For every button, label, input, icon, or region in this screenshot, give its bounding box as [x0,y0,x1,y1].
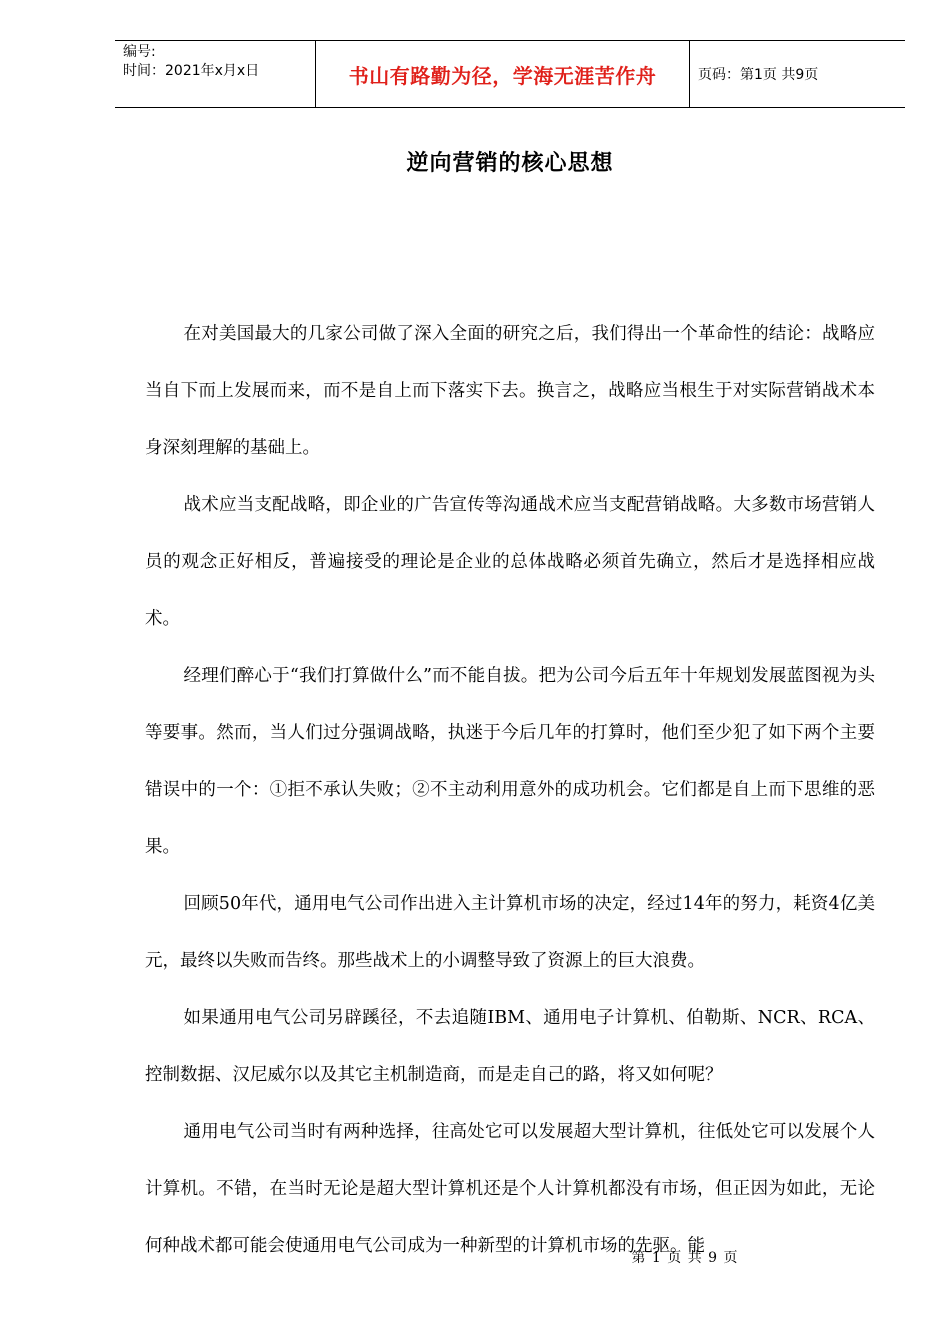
page-footer: 第 1 页 共 9 页 [631,1250,739,1266]
paragraph: 在对美国最大的几家公司做了深入全面的研究之后，我们得出一个革命性的结论：战略应当自下而上发展而来，而不是自上而下落实下去。换言之，战略应当根生于对实际营销战术本身深刻理解的基础上。 [145,324,875,458]
paragraph: 回顾50年代，通用电气公司作出进入主计算机市场的决定，经过14年的努力，耗资4亿美元，最终以失败而告终。那些战术上的小调整导致了资源上的巨大浪费。 [145,894,875,971]
document-number-label: 编号: [123,44,156,60]
document-body [145,306,875,1275]
header-info-cell [115,41,316,107]
paragraph: 通用电气公司当时有两种选择，往高处它可以发展超大型计算机，往低处它可以发展个人计算机。不错，在当时无论是超大型计算机还是个人计算机都没有市场，但正因为如此，无论何种战术都可能会使通用电气公司成为一种新型的计算机市场的先驱。能 [145,1122,875,1256]
header-page-label: 页码：第1页 共9页 [698,67,819,83]
paragraph: 如果通用电气公司另辟蹊径，不去追随IBM、通用电子计算机、伯勒斯、NCR、RCA、控制数据、汉尼威尔以及其它主机制造商，而是走自己的路，将又如何呢？ [145,1008,875,1085]
document-header [115,40,905,108]
header-motto: 书山有路勤为径，学海无涯苦作舟 [316,41,690,107]
paragraph: 战术应当支配战略，即企业的广告宣传等沟通战术应当支配营销战略。大多数市场营销人员的观念正好相反，普遍接受的理论是企业的总体战略必须首先确立，然后才是选择相应战术。 [145,495,875,629]
paragraph: 经理们醉心于“我们打算做什么”而不能自拔。把为公司今后五年十年规划发展蓝图视为头等要事。然而，当人们过分强调战略，执迷于今后几年的打算时，他们至少犯了如下两个主要错误中的一个：①拒不承认失败；②不主动利用意外的成功机会。它们都是自上而下思维的恶果。 [145,666,875,857]
document-title: 逆向营销的核心思想 [406,151,614,176]
document-time-label: 时间：2021年x月x日 [123,63,260,79]
